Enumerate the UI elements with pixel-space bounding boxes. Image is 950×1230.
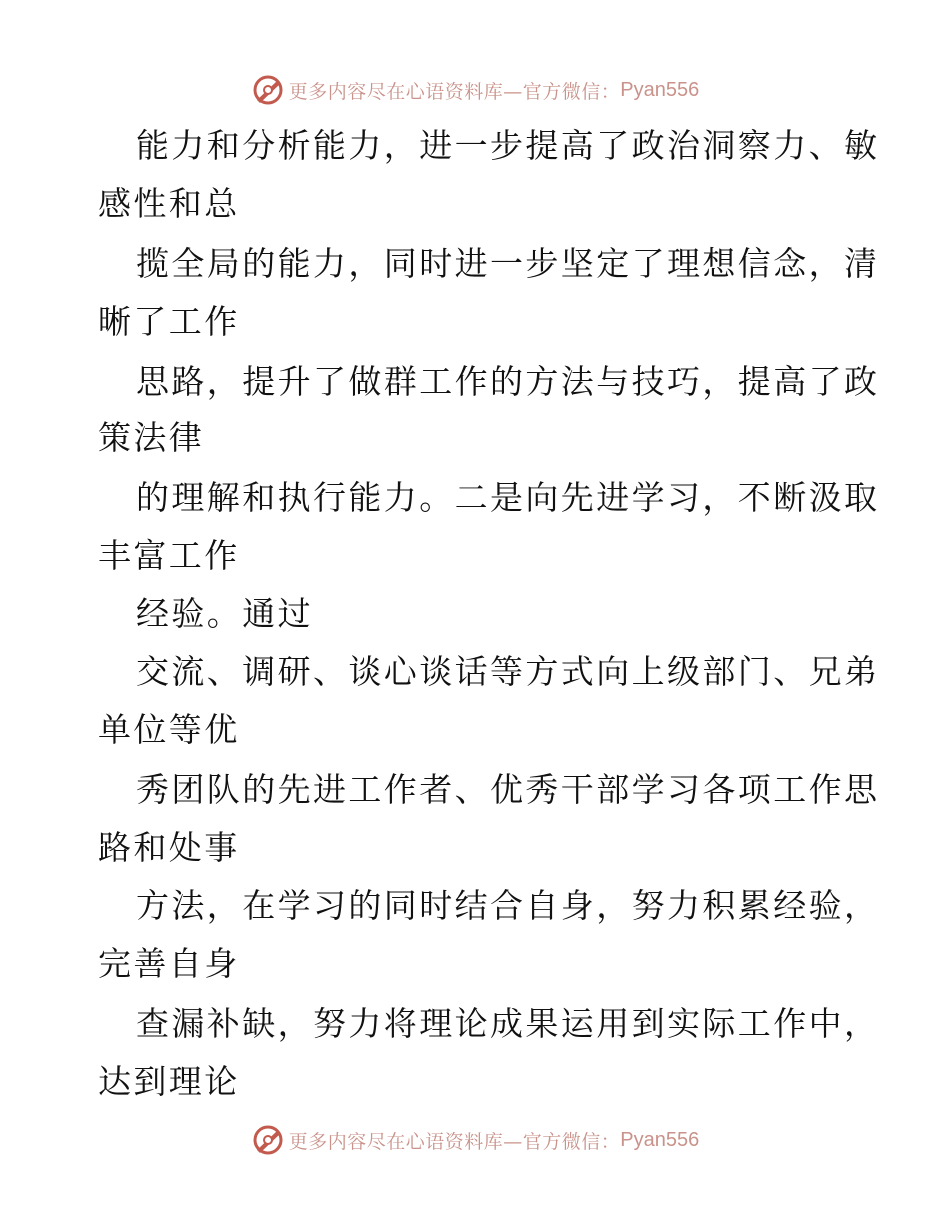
- header-watermark-text: 更多内容尽在心语资料库—官方微信：: [288, 80, 621, 103]
- text-line: 完善自身: [98, 944, 240, 983]
- logo-icon: [251, 73, 285, 107]
- text-line: 单位等优: [98, 710, 240, 749]
- text-line: 经验。通过: [136, 594, 313, 633]
- footer-watermark-text: 更多内容尽在心语资料库—官方微信：: [288, 1130, 621, 1153]
- text-line: 能力和分析能力，进一步提高了政治洞察力、敏: [136, 126, 880, 165]
- footer-watermark: [0, 1120, 950, 1160]
- text-line: 揽全局的能力，同时进一步坚定了理想信念，清: [136, 244, 880, 283]
- text-line: 思路，提升了做群工作的方法与技巧，提高了政: [136, 362, 880, 401]
- text-line: 交流、调研、谈心谈话等方式向上级部门、兄弟: [136, 652, 880, 691]
- text-line: 晰了工作: [98, 302, 240, 341]
- text-line: 路和处事: [98, 828, 240, 867]
- text-line: 秀团队的先进工作者、优秀干部学习各项工作思: [136, 770, 880, 809]
- text-line: 达到理论: [98, 1062, 240, 1101]
- logo-icon: [251, 1123, 285, 1157]
- text-line: 方法，在学习的同时结合自身，努力积累经验，: [136, 886, 880, 925]
- footer-watermark-id: Pyan556: [620, 1128, 700, 1151]
- header-watermark-id: Pyan556: [620, 78, 700, 101]
- header-watermark: [0, 70, 950, 110]
- text-line: 策法律: [98, 418, 205, 457]
- text-line: 丰富工作: [98, 536, 240, 575]
- text-line: 查漏补缺，努力将理论成果运用到实际工作中，: [136, 1004, 880, 1043]
- text-line: 的理解和执行能力。二是向先进学习，不断汲取: [136, 478, 880, 517]
- text-line: 感性和总: [98, 184, 240, 223]
